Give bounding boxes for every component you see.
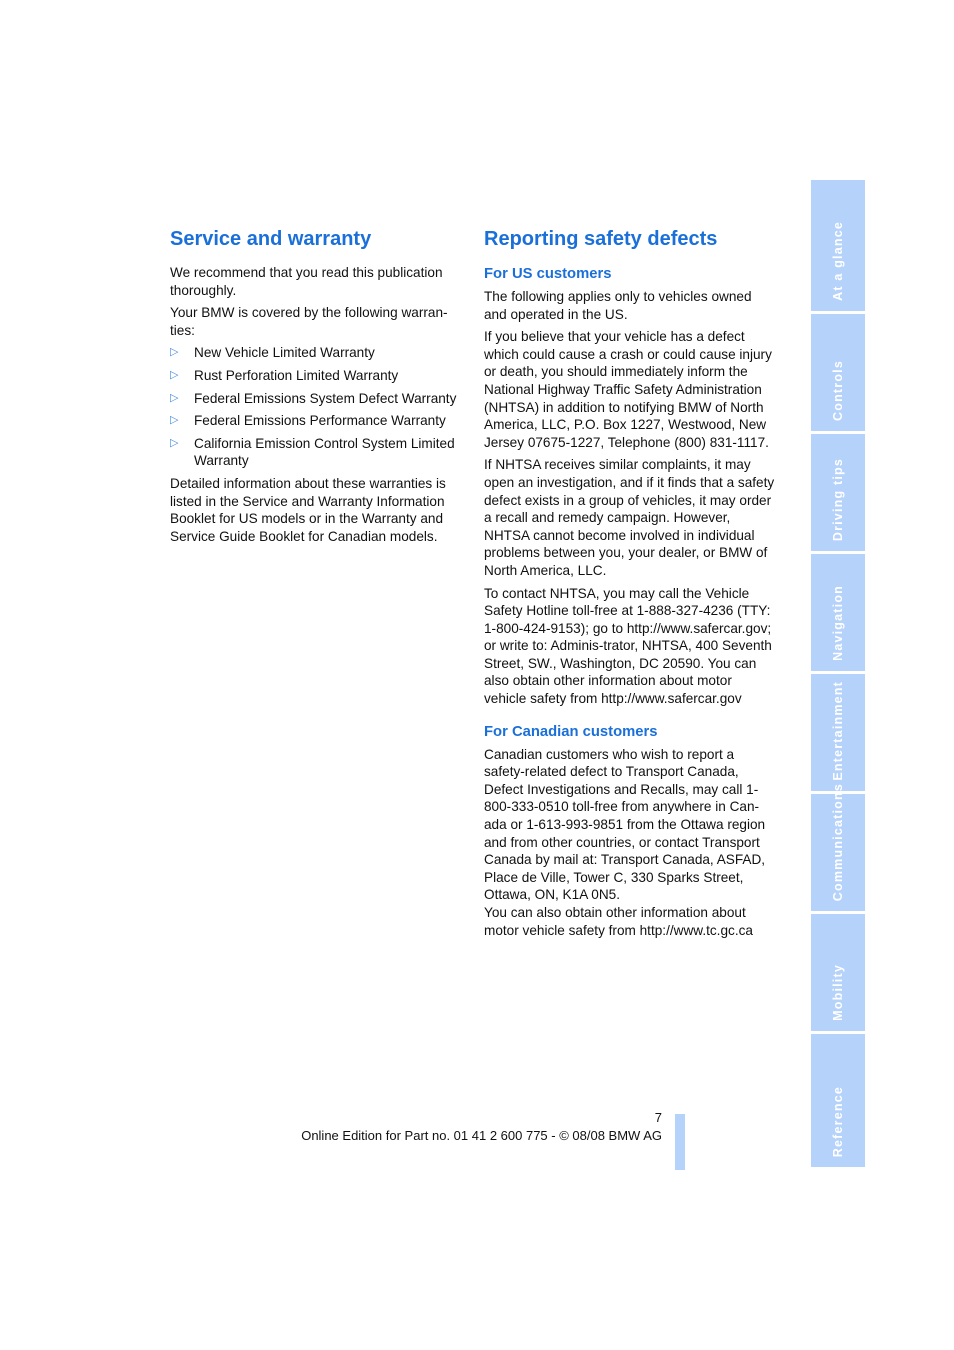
tab-label: Driving tips bbox=[831, 457, 845, 541]
list-item bbox=[170, 367, 464, 385]
triangle-bullet-icon: ▷ bbox=[170, 436, 179, 449]
list-item-text: Rust Perforation Limited Warranty bbox=[194, 367, 399, 383]
tab-navigation[interactable] bbox=[811, 554, 865, 671]
tab-label: Reference bbox=[831, 1085, 845, 1157]
paragraph: If NHTSA receives similar complaints, it may open an investigation, and if it finds that a safety defect exists in a group of vehicles, it may order a recall and remedy campaign. However, NHTSA cannot become involved in individual problems between you, your dealer, or BMW of North America, LLC. bbox=[484, 457, 775, 578]
tab-label: At a glance bbox=[831, 221, 845, 301]
paragraph: We recommend that you read this publication thoroughly. bbox=[170, 265, 443, 298]
tab-label: Mobility bbox=[831, 964, 845, 1021]
paragraph: Canadian customers who wish to report a safety-related defect to Transport Canada, Defect Investigations and Recalls, may call 1-800-333-0510 toll-free from anywhere in Can-ada or 1-613-993-9851 from the Ottawa region and from other countries, or contact Transport Canada by mail at: Transport Canada, ASFAD, Place de Ville, Tower C, 330 Sparks Street, Ottawa, ON, K1A 0N5. bbox=[484, 746, 766, 903]
subheading-us-customers: For US customers bbox=[484, 266, 612, 282]
paragraph: Detailed information about these warranties is listed in the Service and Warranty Information Booklet for US models or in the Warranty and Service Guide Booklet for Canadian models. bbox=[170, 475, 446, 544]
list-item-text: New Vehicle Limited Warranty bbox=[194, 345, 375, 361]
left-column bbox=[170, 226, 464, 550]
list-item-text: Federal Emissions System Defect Warranty bbox=[194, 390, 457, 406]
triangle-bullet-icon: ▷ bbox=[170, 368, 179, 381]
paragraph: If you believe that your vehicle has a defect which could cause a crash or could cause injury or death, you should immediately inform the National Highway Traffic Safety Administration (NHTSA) in addition to notifying BMW of North America, LLC, P.O. Box 1227, Westwood, New Jersey 07675-1227, Telephone (800) 831-1117. bbox=[484, 329, 772, 450]
edition-note: Online Edition for Part no. 01 41 2 600 775 - © 08/08 BMW AG bbox=[301, 1128, 662, 1143]
section-title-service-warranty: Service and warranty bbox=[170, 228, 372, 250]
tab-label: Communications bbox=[831, 782, 845, 901]
chapter-tabs bbox=[811, 180, 865, 1167]
tab-mobility[interactable] bbox=[811, 914, 865, 1031]
page-footer bbox=[280, 1110, 662, 1143]
tab-reference[interactable] bbox=[811, 1034, 865, 1167]
paragraph: Your BMW is covered by the following warran-ties: bbox=[170, 305, 448, 338]
paragraph: You can also obtain other information about motor vehicle safety from http://www.tc.gc.ca bbox=[484, 905, 753, 938]
list-item bbox=[170, 344, 464, 362]
tab-communications[interactable] bbox=[811, 782, 865, 911]
list-item bbox=[170, 390, 464, 408]
tab-driving-tips[interactable] bbox=[811, 434, 865, 551]
tab-entertainment[interactable] bbox=[811, 674, 865, 791]
tab-at-a-glance[interactable] bbox=[811, 180, 865, 311]
list-item-text: California Emission Control System Limited Warranty bbox=[194, 435, 455, 469]
section-title-reporting-defects: Reporting safety defects bbox=[484, 228, 718, 250]
triangle-bullet-icon: ▷ bbox=[170, 391, 179, 404]
list-item bbox=[170, 435, 464, 470]
tab-label: Controls bbox=[831, 360, 845, 421]
paragraph: To contact NHTSA, you may call the Vehicle Safety Hotline toll-free at 1-888-327-4236 (TTY: 1-800-424-9153); go to http://www.safercar.gov; or write to: Adminis-trator, NHTSA, 400 Seventh Street, SW., Washington, DC 20590. You can also obtain other information about motor vehicle safety from http://www.safercar.gov bbox=[484, 585, 772, 707]
page-number: 7 bbox=[654, 1110, 662, 1125]
list-item-text: Federal Emissions Performance Warranty bbox=[194, 413, 446, 429]
tab-label: Entertainment bbox=[831, 681, 845, 781]
list-item bbox=[170, 412, 464, 430]
triangle-bullet-icon: ▷ bbox=[170, 414, 179, 427]
subheading-canadian-customers: For Canadian customers bbox=[484, 723, 658, 740]
right-column bbox=[484, 226, 776, 944]
tab-controls[interactable] bbox=[811, 314, 865, 431]
tab-label: Navigation bbox=[831, 585, 845, 661]
warranty-list bbox=[170, 344, 464, 470]
page-marker-bar bbox=[675, 1114, 685, 1170]
triangle-bullet-icon: ▷ bbox=[170, 346, 179, 359]
paragraph: The following applies only to vehicles owned and operated in the US. bbox=[484, 289, 752, 322]
